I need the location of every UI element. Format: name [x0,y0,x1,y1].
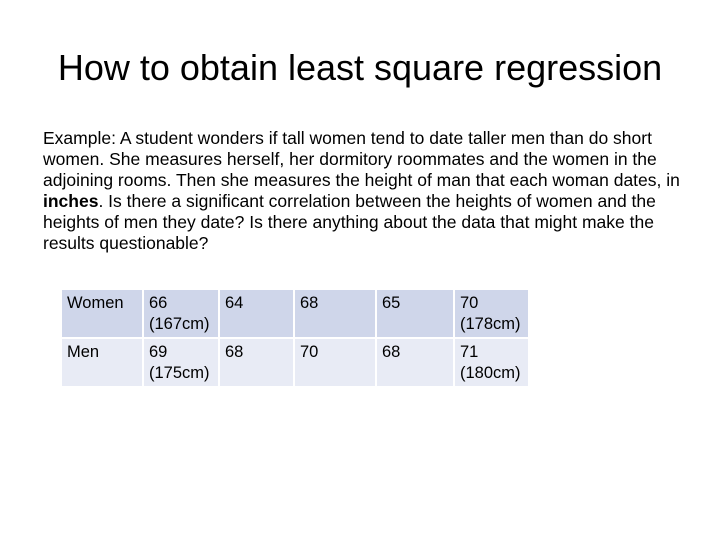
cell-value: 65 [382,294,401,312]
cell-value: 64 [225,294,244,312]
cell-value: 71 [460,343,479,361]
cell-value: 68 [300,294,319,312]
table-cell [376,289,454,338]
cell-value: 68 [225,343,244,361]
paragraph-text-end: . Is there a significant correlation between the heights of women and the heights of men they date? Is there anything about the data that might make the results questionable? [43,191,656,253]
table-cell [143,289,219,338]
example-paragraph [43,128,693,254]
heights-table [60,288,530,388]
cell-value: 70 [460,294,479,312]
cell-note: (167cm) [149,315,210,333]
paragraph-bold-word: inches [43,191,99,211]
table-cell [219,289,294,338]
cell-value: 69 [149,343,168,361]
cell-note: (175cm) [149,364,210,382]
table-cell [219,338,294,387]
paragraph-text-start: Example: A student wonders if tall women tend to date taller men than do short women. She measures herself, her dormitory roommates and the women in the adjoining rooms. Then she measures the height of man that each woman dates, in [43,128,680,190]
cell-value: 66 [149,294,168,312]
table-cell [143,338,219,387]
slide-title: How to obtain least square regression [57,47,663,88]
cell-value: 68 [382,343,401,361]
table-cell [454,289,529,338]
cell-note: (178cm) [460,315,521,333]
row-label-text: Men [67,343,100,361]
table-cell [294,338,376,387]
table-row-women [61,289,529,338]
table-cell [454,338,529,387]
table-cell [376,338,454,387]
table-row-men [61,338,529,387]
table-cell [294,289,376,338]
cell-note: (180cm) [460,364,521,382]
row-label-men [61,338,143,387]
row-label-text: Women [67,294,124,312]
cell-value: 70 [300,343,319,361]
row-label-women [61,289,143,338]
